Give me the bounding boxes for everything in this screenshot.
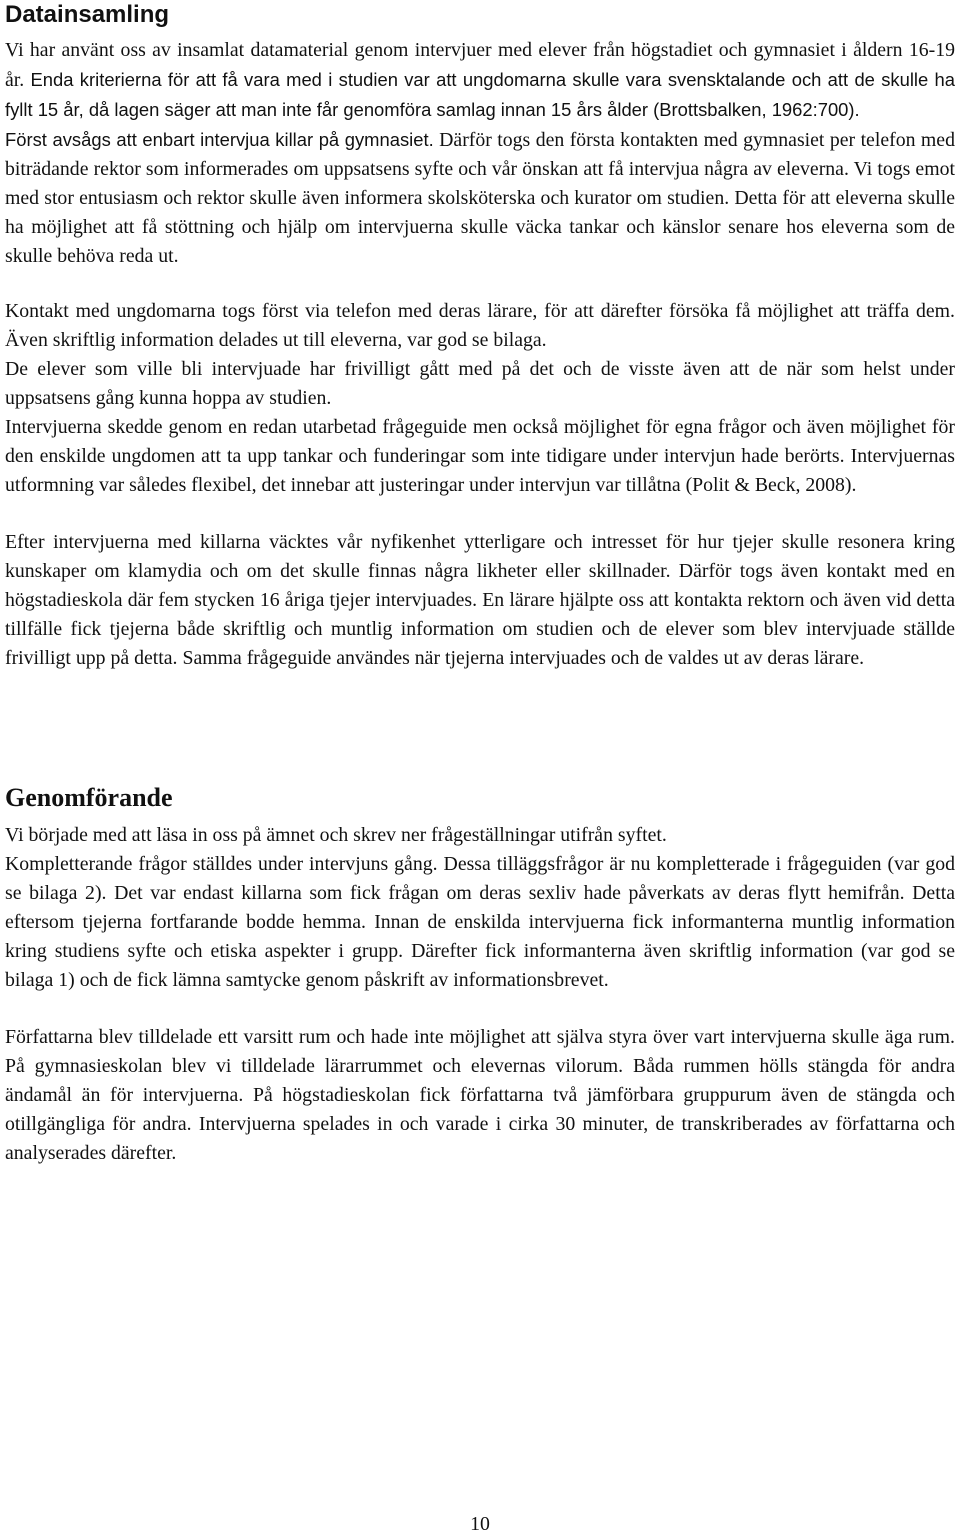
paragraph-datainsamling-1 bbox=[5, 36, 955, 271]
paragraph-segment: Först avsågs att enbart intervjua killar på gymnasiet. bbox=[5, 129, 434, 150]
paragraph-genomforande-3: Författarna blev tilldelade ett varsitt rum och hade inte möjlighet att själva styra över vart intervjuerna skulle äga rum. På gymnasieskolan blev vi tilldelade lärarrummet och elevernas vilorum. Båda rummen hölls stängda för andra ändamål än för intervjuerna. På högstadieskolan fick författarna två jämförbara gruppurum även de stängda och otillgängliga för andra. Intervjuerna spelades in och varade i cirka 30 minuter, de transkriberades av författarna och analyserades därefter. bbox=[5, 1026, 955, 1164]
paragraph-segment: De elever som ville bli intervjuade har frivilligt gått med på det och de visste även att de när som helst under uppsatsens gång kunna hoppa av studien. bbox=[5, 358, 955, 409]
paragraph-genomforande-2: Kompletterande frågor ställdes under intervjuns gång. Dessa tilläggsfrågor är nu kompletterade i frågeguiden (var god se bilaga 2). Det var endast killarna som fick frågan om deras sexliv hade påverkats av deras flytt hemifrån. Detta eftersom tjejerna fortfarande bodde hemma. Innan de enskilda intervjuerna fick informanterna muntlig information kring studiens syfte och etiska aspekter i grupp. Därefter fick informanterna även skriftlig information (var god se bilaga 1) och de fick lämna samtycke genom påskrift av informationsbrevet. bbox=[5, 853, 955, 991]
document-page bbox=[5, 0, 955, 1168]
paragraph-datainsamling-2 bbox=[5, 297, 955, 413]
paragraph-segment: Vi togs emot med stor entusiasm och rektor skulle även informera skolsköterska och kurator om studien. bbox=[5, 158, 955, 209]
heading-datainsamling: Datainsamling bbox=[5, 1, 170, 28]
heading-genomforande: Genomförande bbox=[5, 783, 173, 812]
page-number: 10 bbox=[470, 1513, 490, 1535]
paragraph-genomforande-1: Vi började med att läsa in oss på ämnet och skrev ner frågeställningar utifrån syftet. bbox=[5, 824, 667, 846]
paragraph-datainsamling-3: Intervjuerna skedde genom en redan utarbetad frågeguide men också möjlighet för egna frågor och även möjlighet för den enskilde ungdomen att ta upp tankar och funderingar som inte tidigare under intervjun hade berörts. Intervjuernas utformning var således flexibel, det innebar att justeringar under intervjun var tillåtna (Polit & Beck, 2008). bbox=[5, 416, 955, 496]
paragraph-segment: Kontakt med ungdomarna togs först via telefon med deras lärare, för att därefter försöka få möjlighet att träffa dem. bbox=[5, 300, 955, 322]
paragraph-segment: Därför togs den första kontakten med gymnasiet per telefon med biträdande rektor som informerades om uppsatsens syfte och vår önskan att få intervjua några av eleverna. bbox=[5, 129, 955, 180]
paragraph-segment: Enda kriterierna för att få vara med i studien var att ungdomarna skulle vara svensktalande och att de skulle ha fyllt 15 år, då lagen säger att man inte får genomföra samlag innan 15 års ålder (Brottsbalken, 1962:700). bbox=[5, 69, 955, 120]
paragraph-segment: Vi har använt oss av insamlat datamaterial genom intervjuer med elever från högstadiet och gymnasiet i åldern 16-19 år. bbox=[5, 39, 955, 91]
paragraph-segment: Även skriftlig information delades ut till eleverna, var god se bilaga. bbox=[5, 329, 547, 351]
paragraph-segment: Detta för att eleverna skulle ha möjlighet att få stöttning och hjälp om intervjuerna skulle väcka tankar och känslor senare hos eleverna som de skulle behöva reda ut. bbox=[5, 187, 956, 267]
paragraph-datainsamling-4: Efter intervjuerna med killarna väcktes vår nyfikenhet ytterligare och intresset för hur tjejer skulle resonera kring kunskaper om klamydia och om det skulle finnas några likheter eller skillnader. Därför togs även kontakt med en högstadieskola där fem stycken 16 åriga tjejer intervjuades. En lärare hjälpte oss att kontakta rektorn och även vid detta tillfälle fick tjejerna både skriftlig och muntlig information om studien och de elever som blev intervjuade ställde frivilligt upp på detta. Samma frågeguide användes när tjejerna intervjuades och de valdes ut av deras lärare. bbox=[5, 531, 955, 669]
